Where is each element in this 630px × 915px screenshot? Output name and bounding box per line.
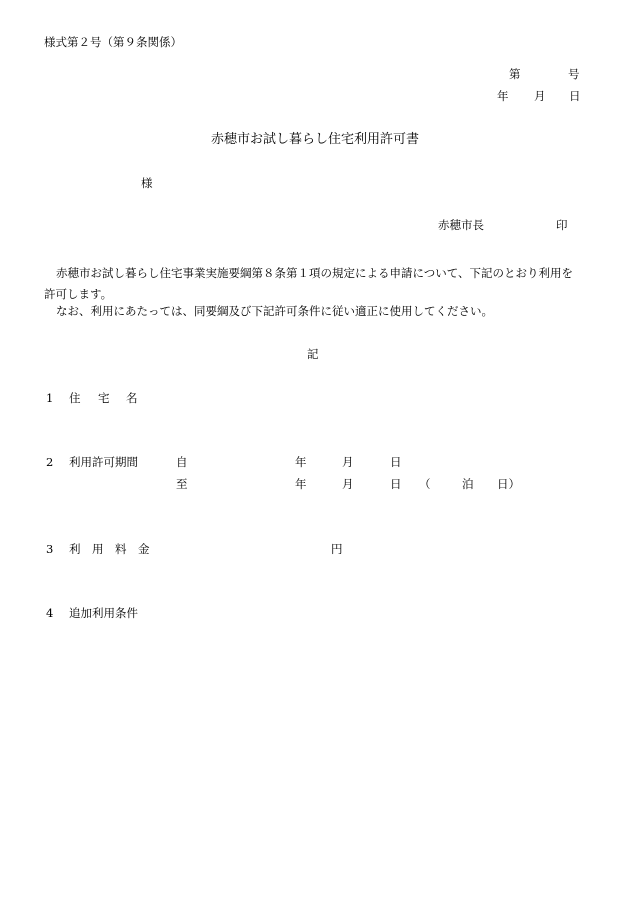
- stay-days: 日）: [497, 477, 520, 491]
- item-1-label-char-1: 住: [69, 391, 81, 405]
- body-paragraph-2: なお、利用にあたっては、同要綱及び下記許可条件に従い適正に使用してください。: [56, 304, 493, 318]
- period-to-month: 月: [342, 477, 354, 491]
- stay-nights: 泊: [462, 477, 474, 491]
- item-3-number: 3: [46, 542, 54, 556]
- period-from-month: 月: [342, 455, 354, 469]
- item-2-number: 2: [46, 455, 54, 469]
- fee-yen: 円: [331, 542, 343, 556]
- issuer-name: 赤穂市長: [438, 218, 484, 232]
- item-1-label-char-3: 名: [126, 391, 138, 405]
- stay-open-paren: （: [419, 477, 431, 491]
- period-to-day: 日: [390, 477, 402, 491]
- body-paragraph-1: 赤穂市お試し暮らし住宅事業実施要綱第８条第１項の規定による申請について、下記のとおり利用を許可します。: [44, 266, 574, 301]
- recipient-suffix: 様: [141, 176, 153, 190]
- period-to: 至: [176, 477, 188, 491]
- doc-number-prefix: 第: [509, 67, 521, 81]
- doc-number-suffix: 号: [568, 67, 580, 81]
- period-from: 自: [176, 455, 188, 469]
- item-1-label-char-2: 宅: [98, 391, 110, 405]
- item-3-label: 利 用 料 金: [69, 542, 150, 556]
- ki-heading: 記: [307, 347, 319, 361]
- period-from-year: 年: [295, 455, 307, 469]
- seal-mark: 印: [556, 218, 568, 232]
- item-4-label: 追加利用条件: [69, 606, 138, 620]
- form-number: 様式第２号（第９条関係）: [44, 35, 182, 49]
- date-day: 日: [569, 89, 581, 103]
- date-year: 年: [497, 89, 509, 103]
- document-title: 赤穂市お試し暮らし住宅利用許可書: [210, 132, 419, 147]
- item-1-number: 1: [46, 391, 54, 405]
- date-month: 月: [534, 89, 546, 103]
- period-from-day: 日: [390, 455, 402, 469]
- item-2-label: 利用許可期間: [69, 455, 138, 469]
- item-4-number: 4: [46, 606, 54, 620]
- period-to-year: 年: [295, 477, 307, 491]
